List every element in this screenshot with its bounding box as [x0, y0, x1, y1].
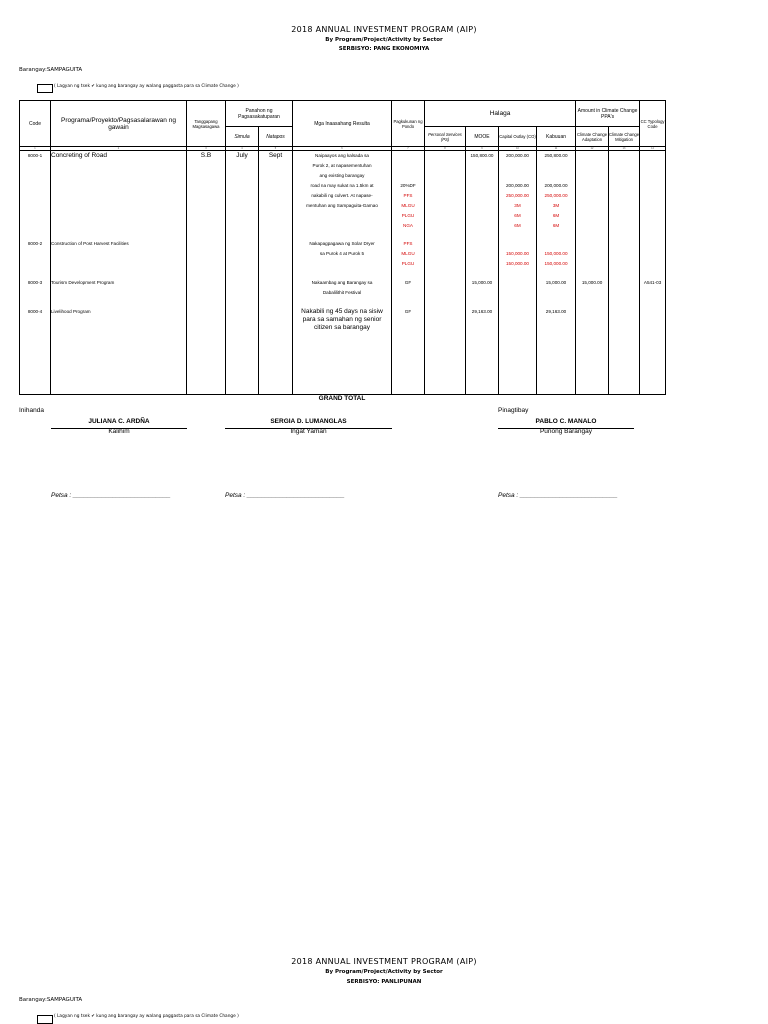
- row-program: Livelihood Program: [51, 309, 91, 314]
- header-mitigation: Climate Change Mitigation: [609, 127, 640, 147]
- prepared-by-label: Inihanda: [19, 407, 44, 414]
- program-column: [51, 151, 187, 395]
- results-column: [293, 151, 392, 402]
- adaptation-column: [576, 151, 609, 395]
- row-co: 6M: [514, 213, 521, 218]
- row-start: July: [236, 152, 248, 159]
- row-program: Construction of Post Harvest Facilities: [51, 241, 129, 246]
- result-line: Nakabili ng 45 days na sisiw: [301, 308, 383, 315]
- index-cell: 7: [392, 147, 425, 151]
- header-office: Tanggapang Magsasagawa: [187, 101, 226, 147]
- climate-checkbox[interactable]: [37, 84, 53, 93]
- result-line: Dabalilithit Festival: [322, 290, 362, 295]
- index-cell: 13: [609, 147, 640, 151]
- signatory-secretary-title: Kalihim: [108, 428, 130, 435]
- end-column: [259, 151, 293, 395]
- row-total: 3M: [552, 203, 560, 208]
- mooe-column: [466, 151, 499, 395]
- header-total: Kabuuan: [537, 127, 576, 147]
- barangay-label: Barangay:SAMPAGUITA: [19, 67, 83, 73]
- row-total: 200,000.00: [544, 183, 568, 188]
- fund-line: MLGU: [401, 203, 415, 208]
- document-title: 2018 ANNUAL INVESTMENT PROGRAM (AIP): [291, 25, 477, 34]
- row-mooe: 15,000.00: [471, 280, 493, 285]
- row-co: 3M: [514, 203, 521, 208]
- row-total: 15,000.00: [545, 280, 567, 285]
- date-field[interactable]: Petsa : ___________________________: [498, 492, 618, 499]
- office-column: [187, 151, 226, 395]
- start-column: [226, 151, 259, 395]
- row-total: 150,000.00: [544, 251, 568, 256]
- climate-checkbox-page2[interactable]: [37, 1015, 53, 1024]
- row-co: 150,000.00: [506, 261, 529, 266]
- date-field[interactable]: Petsa : ___________________________: [51, 492, 171, 499]
- aip-table: [19, 100, 666, 402]
- header-adaptation: Climate Change Adaptation: [576, 127, 609, 147]
- result-line: Nakaambag ang Barangay sa: [311, 280, 373, 285]
- index-cell: 3: [187, 147, 226, 151]
- index-cell: 2: [51, 147, 187, 151]
- fund-line: PLGU: [401, 261, 415, 266]
- result-line: citizen sa barangay: [313, 324, 370, 331]
- row-total: 150,000.00: [544, 261, 568, 266]
- fund-line: NGA: [403, 223, 413, 228]
- result-line: Nakapagpagawa ng Solar Dryer: [309, 241, 375, 246]
- row-code: 8000-4: [27, 309, 43, 314]
- service-label: SERBISYO: PANG EKONOMIYA: [338, 46, 430, 52]
- row-mooe: 29,163.00: [471, 309, 493, 314]
- row-code: 8000-2: [27, 241, 43, 246]
- fund-line: GF: [404, 309, 412, 314]
- row-office: S.B: [200, 152, 212, 159]
- result-line: mentuhan ang Sampaguita-Gamao: [306, 203, 378, 208]
- index-cell: 8: [425, 147, 466, 151]
- header-mooe: MOOE: [466, 127, 499, 147]
- header-fund-source: Pagkukunan ng Pondo: [392, 101, 425, 147]
- row-co: 200,000.00: [506, 183, 529, 188]
- row-mooe: 150,800.00: [470, 153, 494, 158]
- index-cell: 9: [466, 147, 499, 151]
- row-co: 150,000.00: [506, 251, 529, 256]
- header-program: Programa/Proyekto/Pagsasalarawan ng gawain: [51, 101, 187, 147]
- row-co: 200,000.00: [506, 153, 529, 158]
- index-cell: 1: [20, 147, 51, 151]
- fund-line: PLGU: [401, 213, 415, 218]
- mitigation-column: [609, 151, 640, 395]
- row-total: 250,000.00: [544, 193, 568, 198]
- header-end: Natapos: [259, 127, 293, 147]
- index-cell: 12: [576, 147, 609, 151]
- index-cell: 5: [259, 147, 293, 151]
- fund-line: GF: [404, 280, 412, 285]
- approved-by-label: Pinagtibay: [498, 407, 529, 414]
- row-end: Sept: [268, 152, 283, 159]
- row-co: 6M: [514, 223, 521, 228]
- row-program: Tourism Development Program: [51, 280, 115, 285]
- date-field[interactable]: Petsa : ___________________________: [225, 492, 345, 499]
- service-label-page2: SERBISYO: PANLIPUNAN: [346, 979, 422, 985]
- code-column: [20, 151, 51, 395]
- fund-line: 20%DF: [400, 183, 416, 188]
- grand-total-label: GRAND TOTAL: [318, 395, 366, 402]
- document-subtitle-page2: By Program/Project/Activity by Sector: [325, 969, 443, 975]
- row-program: Concreting of Road: [51, 152, 108, 159]
- signatory-captain-name: PABLO C. MANALO: [535, 418, 597, 425]
- header-start: Simula: [226, 127, 259, 147]
- row-adaptation: 15,000.00: [581, 280, 603, 285]
- row-code: 8000-1: [27, 153, 43, 158]
- header-co: Capital Outlay (CO): [499, 127, 537, 147]
- total-column: [537, 151, 576, 395]
- header-period: Panahon ng Pagsasakatuparan: [226, 101, 293, 127]
- barangay-label-page2: Barangay:SAMPAGUITA: [19, 997, 83, 1003]
- fund-line: PFS: [403, 193, 413, 198]
- header-ps: Personal Services (PS): [425, 127, 466, 147]
- index-cell: 11: [537, 147, 576, 151]
- fund-line: MLGU: [401, 251, 415, 256]
- row-co: 250,000.00: [506, 193, 529, 198]
- result-line: nakabili ng culvert. At napase-: [311, 193, 373, 198]
- index-cell: 6: [293, 147, 392, 151]
- result-line: road na may sukat na 1.5km at: [310, 183, 374, 188]
- row-total: 6M: [552, 223, 560, 228]
- row-code: 8000-3: [27, 280, 43, 285]
- co-column: [499, 151, 537, 395]
- index-cell: 4: [226, 147, 259, 151]
- row-total: 29,163.00: [545, 309, 567, 314]
- row-total: 6M: [552, 213, 560, 218]
- climate-legend: ( Lagyan ng tsek ✔ kung ang barangay ay walang paggasta para sa Climate Change ): [54, 84, 239, 89]
- result-line: sa Purok 4 at Purok 5: [319, 251, 365, 256]
- signatory-treasurer-name: SERGIA D. LUMANGLAS: [270, 418, 347, 425]
- signatory-captain-title: Punong Barangay: [539, 428, 593, 435]
- fund-column: [392, 151, 425, 395]
- row-typology: A541-03: [643, 280, 662, 285]
- index-cell: 14: [640, 147, 666, 151]
- result-line: Purok 2, at napasementuhan: [312, 163, 372, 168]
- index-cell: 10: [499, 147, 537, 151]
- header-climate-amount: Amount in Climate Change PPA's: [576, 101, 640, 127]
- row-total: 250,800.00: [544, 153, 568, 158]
- result-line: Naipaayos ang kalsada sa: [315, 153, 369, 158]
- result-line: ang existing barangay: [319, 173, 365, 178]
- header-amount: Halaga: [425, 101, 576, 127]
- fund-line: PFS: [403, 241, 413, 246]
- document-title-page2: 2018 ANNUAL INVESTMENT PROGRAM (AIP): [291, 957, 477, 966]
- signatory-secretary-name: JULIANA C. ARDÑA: [88, 418, 150, 425]
- document-subtitle: By Program/Project/Activity by Sector: [325, 37, 443, 43]
- header-typology: CC Typology Code: [640, 101, 666, 147]
- climate-legend-page2: ( Lagyan ng tsek ✔ kung ang barangay ay walang paggasta para sa Climate Change ): [54, 1014, 239, 1019]
- ps-column: [425, 151, 466, 395]
- header-results: Mga Inaasahang Resulta: [293, 101, 392, 147]
- header-code: Code: [20, 101, 51, 147]
- result-line: para sa samahan ng senior: [302, 316, 382, 323]
- typology-column: [640, 151, 666, 395]
- signatory-treasurer-title: Ingat Yaman: [290, 428, 327, 435]
